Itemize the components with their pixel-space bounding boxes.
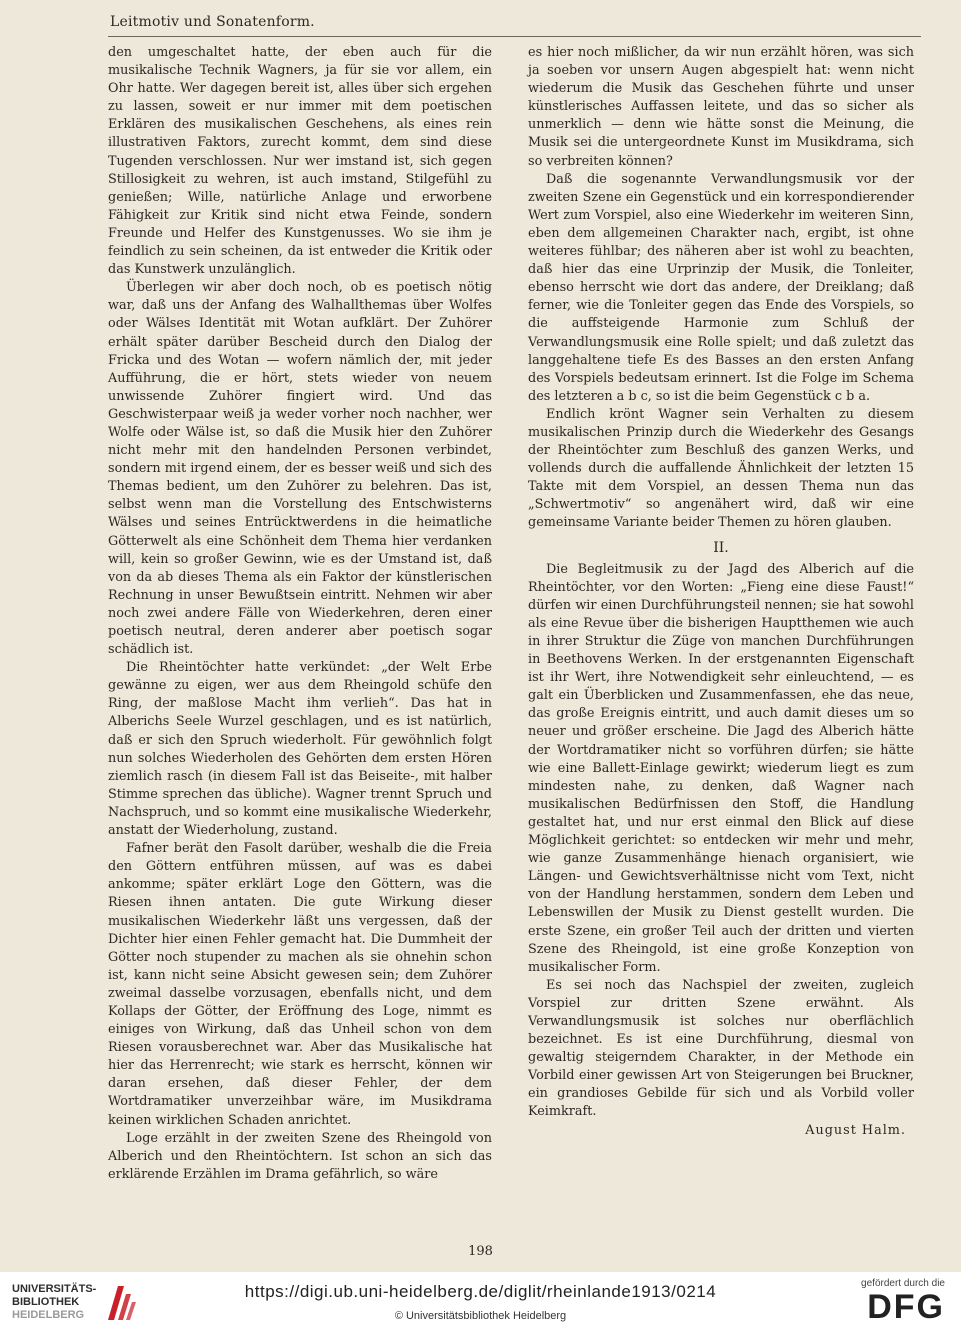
paragraph: es hier noch mißlicher, da wir nun erzählt hören, was sich ja soeben vor unsern Augen abgespielt hat: wenn nicht wiederum die Musik das Geschehen führte und unser künstlerisches Auffassen leitete, und das so sicher als unmerklich — denn wie hätte sonst die Meinung, die Musik sei die untergeordnete Kunst im Musikdrama, sich so verbreiten können? xyxy=(528,45,914,169)
library-name-line1: UNIVERSITÄTS- xyxy=(12,1282,97,1295)
header-rule xyxy=(108,36,921,37)
copyright-notice: © Universitätsbibliothek Heidelberg xyxy=(394,1310,567,1322)
footer-bar xyxy=(0,1272,961,1334)
funder-note: gefördert durch die xyxy=(861,1278,945,1289)
paragraph: Fafner berät den Fasolt darüber, weshalb die die Freia den Göttern entführen müssen, auf was es dabei ankomme; später erklärt Loge den Göttern, was die Riesen ihnen antaten. Die gute Wirkung dieser musikalischen Wiederkehr läßt uns vergessen, daß der Dichter hier einen Fehler gemacht hat. Die Dummheit der Götter noch stupender zu machen als sie ohnehin schon ist, kann nicht seine Absicht gewesen sein; dem Zuhörer zweimal dasselbe vorzusagen, ebenfalls nicht, und dem Kollaps der Götter, der Eröffnung des Loge, nimmt es einiges von Wirkung, daß das Unheil schon von dem Riesen vorausberechnet war. Aber das Musikalische hat hier das Herrenrecht; wie stark es herrscht, können wir daran ersehen, daß dieser Fehler, der dem Wortdramatiker unverzeihbar wäre, im Musikdrama keinen wirklichen Schaden anrichtet. xyxy=(108,841,492,1128)
paragraph: Endlich krönt Wagner sein Verhalten zu diesem musikalischen Prinzip durch die Wiederkehr des Gesangs der Rheintöchter zum Beschluß des ganzen Werks, und vollends durch die auffallende Ähnlichkeit der letzten 15 Takte mit dem Vorspiel, an dessen Thema nun das „Schwertmotiv“ so angenähert wird, daß wir eine gemeinsame Variante beider Themen zu hören glauben. xyxy=(528,406,914,531)
paragraph: Es sei noch das Nachspiel der zweiten, zugleich Vorspiel zur dritten Szene erwähnt. Als Verwandlungsmusik ist solches nur oberflächlich bezeichnet. Es ist eine Durchführung, diesmal von gewaltig steigerndem Charakter, in der Methode ein Vorbild einer gewissen Art von Steigerungen bei Bruckner, ein grandioses Gebilde für sich und als Vorbild voller Keimkraft. xyxy=(528,977,914,1120)
library-name-line2: BIBLIOTHEK xyxy=(12,1295,80,1308)
paragraph: Daß die sogenannte Verwandlungsmusik vor der zweiten Szene ein Gegenstück und ein korrespondierender Wert zum Vorspiel, also eine Wiederkehr im weiteren Sinn, eben dem allgemeinen Charakter nach, ergibt, ist ohne weiteres fühlbar; des näheren aber ist wohl zu beachten, daß hier das eine Urprinzip der Musik, die Tonleiter, ebenso herrscht wie dort das andere, der Dreiklang; daß ferner, wie die Tonleiter gegen das Ende des Vorspiels, so die auffsteigende Harmonie zum Schluß der Verwandlungsmusik eine Rolle spielt; und daß zuletzt das langgehaltene tiefe Es des Basses an den ersten Anfang des Vorspiels bedeutsam erinnert. Ist die Folge im Schema des letzteren a b c, so ist die beim Gegenstück c b a. xyxy=(528,171,914,404)
section-heading: II. xyxy=(713,539,729,556)
paragraph: Loge erzählt in der zweiten Szene des Rheingold von Alberich und den Rheintöchtern. Ist schon an sich das erklärende Erzählen im Drama gefährlich, so wäre xyxy=(108,1130,492,1182)
document-url-link[interactable]: https://digi.ub.uni-heidelberg.de/diglit/rheinlande1913/0214 xyxy=(244,1282,717,1301)
dfg-logo-text: DFG xyxy=(867,1288,945,1326)
paragraph: Überlegen wir aber doch noch, ob es poetisch nötig war, daß uns der Anfang des Walhallthemas über Wolfes oder Wälses Identität mit Wotan aufklärt. Der Zuhörer erhält später darüber Bescheid durch den Dialog der Fricka und des Wotan — wofern nämlich der, mit jeder Aufführung, die er hört, stets wieder von neuem unwissende Zuhörer fingiert wird. Und das Geschwisterpaar weiß ja weder vorher noch nachher, wer Wolfe oder Wälse ist, so daß die Musik hier den Zuhörer nicht mehr mit den handelnden Personen verbindet, sondern mit irgend einem, der es besser weiß und sich des Themas bedient, um den Zuhörer zu belehren. Das ist, selbst wenn man die Vorstellung des Entschwisterns Wälses und seines Entrücktwerdens in die heimatliche Götterwelt als eine Schönheit dem Thema hier verdanken will, kein so großer Gewinn, wie es der Umstand ist, daß von da ab dieses Thema als ein Faktor der künstlerischen Rechnung in unser Bewußtsein eintritt. Nehmen wir aber noch zwei andere Fälle von Wiederkehren, deren einer poetisch neutral, deren anderer aber poetisch sogar schädlich ist. xyxy=(108,280,492,658)
library-name-line3: HEIDELBERG xyxy=(12,1308,85,1321)
funder-logo[interactable] xyxy=(861,1278,945,1325)
right-column xyxy=(528,44,914,1140)
page-number: 198 xyxy=(468,1244,493,1259)
author-signature: August Halm. xyxy=(805,1122,906,1138)
paragraph: Die Rheintöchter hatte verkündet: „der Welt Erbe gewänne zu eigen, wer aus dem Rheingold schüfe den Ring, der maßlose Macht ihm verlieh“. Das hat in Alberichs Seele Wurzel geschlagen, und es ist natürlich, daß er sich den Spruch wiederholt. Für gewöhnlich folgt nun solches Wiederholen des Gehörten dem ersten Hören ziemlich rasch (in diesem Fall ist das Beiseite-, mit halber Stimme sprechen das übliche). Wagner trennt Spruch und Nachspruch, und so kommt eine musikalische Wiederkehr, anstatt der Wiederholung, zustand. xyxy=(108,660,492,839)
paragraph: den umgeschaltet hatte, der eben auch für die musikalische Technik Wagners, ja für sie vor allem, ein Ohr hatte. Wer dagegen bereit ist, alles über sich ergehen zu lassen, soweit er nur immer mit dem poetischen Erklären des musikalischen Geschehens, als eines rein illustrativen Faktors, zurecht kommt, dem sind diese Tugenden verschlossen. Nur wer imstand ist, sich gegen Stillosigkeit zu wehren, ist auch imstand, Stilgefühl zu genießen; Wille, natürliche Anlage und erworbene Fähigkeit zur Kritik sind nicht etwa Feinde, sondern Freunde und Helfer des Kunstgenusses. Wo sie ihm je feindlich zu sein scheinen, da ist entweder die Kritik oder das Kunstwerk unzulänglich. xyxy=(108,45,492,278)
paragraph: Die Begleitmusik zu der Jagd des Alberich auf die Rheintöchter, vor den Worten: „Fieng eine diese Faust!“ dürfen wir einen Durchführungsteil nennen; sie hat sowohl als eine Revue über die bisherigen Hauptthemen wie auch in ihrer Struktur die Züge von manchen Durchführungen in Beethovens Werken. In der erstgenannten Eigenschaft ist ihr Wert, ihre Notwendigkeit sehr einleuchtend, — es galt ein Überblicken und Zusammenfassen, ehe das neue, das große Ereignis eintritt, und auch damit dieses um so neuer und größer erscheine. Die Jagd des Alberich hätte der Wortdramatiker nicht so vorführen dürfen; sie hätte wie eine Ballett-Einlage gewirkt; wiederum liegt es zum mindesten nahe, zu denken, daß Wagner nach musikalischen Bedürfnissen den Stoff, die Handlung gestaltet hat, und nur erst einmal den Blick auf diese Möglichkeit gerichtet: so entdecken wir mehr und mehr, wie ganze Zusammenhänge hienach organisiert, wie Längen- und Gewichtsverhältnisse nicht vom Text, nicht von der Handlung herstammen, sondern dem Leben und Lebenswillen der Musik zu Dienst gestellt wurden. Die erste Szene, ein großer Teil auch der dritten und vierten Szene des Rheingold, ist eine große Konzeption von musikalischer Form. xyxy=(528,561,914,975)
running-header: Leitmotiv und Sonatenform. xyxy=(110,14,315,30)
left-column xyxy=(108,44,492,1184)
